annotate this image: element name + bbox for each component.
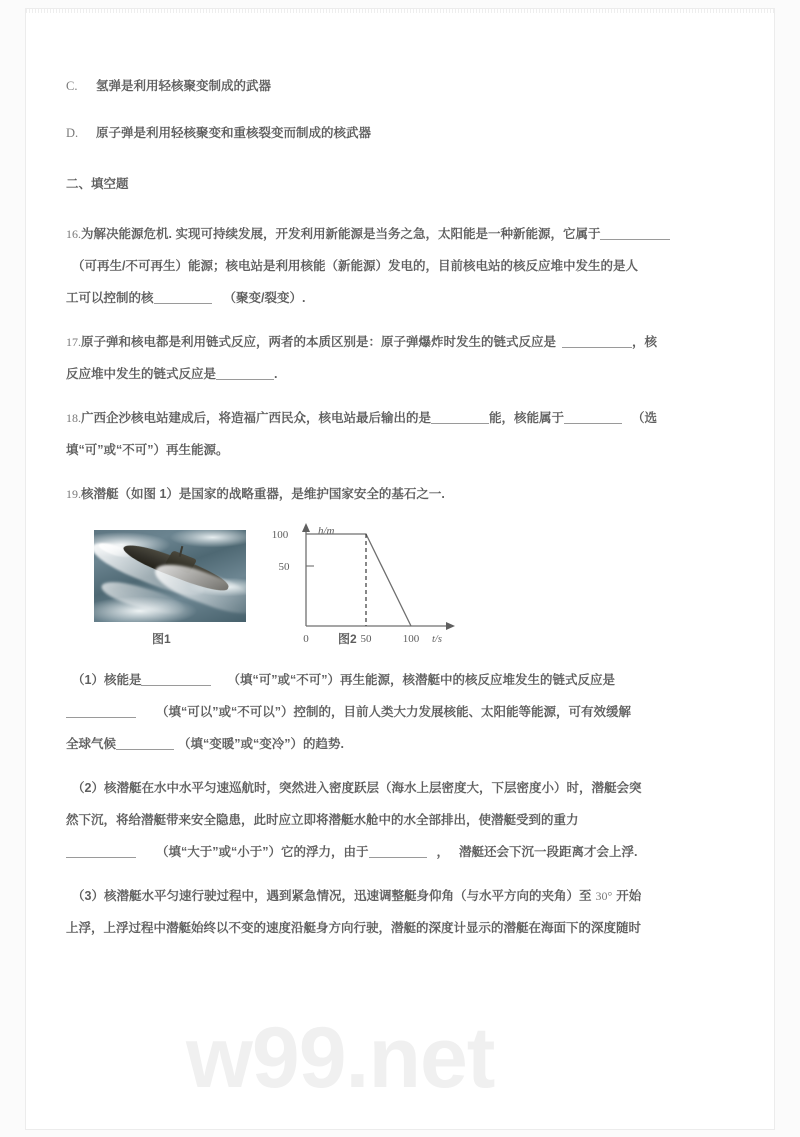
choice-d-text: 原子弹是利用轻核聚变和重核裂变而制成的核武器 [96,126,372,140]
question-17-blank-1[interactable] [562,347,632,348]
question-18-text-1: 广西企沙核电站建成后，将造福广西民众，核电站最后输出的是 [81,411,432,425]
section-heading: 二、填空题 [66,177,129,191]
y-axis-arrow [302,523,310,532]
question-19-text-1: 核潜艇（如图 1）是国家的战略重器，是维护国家安全的基石之一. [81,487,445,501]
question-17-text-2: ，核 [632,335,658,349]
choice-d-letter: D. [66,126,79,140]
question-17-line-2 [66,358,738,390]
question-18-line-1 [66,402,738,434]
subquestion-1-label: （1） [72,673,104,687]
choice-c-letter: C. [66,79,78,93]
subquestion-2-line-1 [72,772,738,804]
subquestion-2-text-4: ， [436,845,450,859]
subquestion-1-blank-2[interactable] [66,717,136,718]
choice-c [66,71,738,102]
question-18-line-2 [66,434,738,466]
submarine-photo [94,530,246,622]
subquestion-3-text-1: 核潜艇水平匀速行驶过程中，遇到紧急情况，迅速调整艇身仰角（与水平方向的夹角）至 [103,889,592,903]
subquestion-2-text-2: 然下沉，将给潜艇带来安全隐患，此时应立即将潜艇水舱中的水全部排出，使潜艇受到的重力 [66,813,579,827]
subquestion-2-text-5: 潜艇还会下沉一段距离才会上浮. [459,845,638,859]
x-tick-label-100: 100 [402,633,420,643]
subquestion-3-text-2: 开始 [616,889,642,903]
subquestion-2-label: （2） [72,781,104,795]
question-18 [66,402,738,466]
question-17-text-1: 原子弹和核电都是利用链式反应，两者的本质区别是：原子弹爆炸时发生的链式反应是 [81,335,557,349]
choice-d [66,118,738,149]
figure-row [66,518,738,658]
document-content [66,9,738,944]
subquestion-1 [66,664,738,760]
question-16 [66,218,738,314]
question-18-number: 18. [66,411,81,425]
question-19-number: 19. [66,487,81,501]
question-16-blank-2[interactable] [154,303,212,304]
subquestion-1-text-1: 核能是 [103,673,142,687]
subquestion-3-angle: 30° [595,889,613,903]
question-18-text-4: 填“可”或“不可”）再生能源。 [66,443,229,457]
question-18-blank-1[interactable] [431,423,489,424]
subquestion-2-line-2 [66,804,738,836]
question-19-line-1 [66,478,738,510]
question-16-blank-1[interactable] [600,239,670,240]
subquestion-2-blank-1[interactable] [66,857,136,858]
x-tick-label-0: 0 [303,633,309,643]
figure-2-caption: 图2 [338,632,357,646]
question-17-blank-2[interactable] [216,379,274,380]
depth-time-graph-svg [266,518,466,643]
x-axis-arrow [446,622,455,630]
question-19 [66,478,738,944]
question-16-number: 16. [66,227,81,241]
question-16-text-1: 为解决能源危机. 实现可持续发展，开发利用新能源是当务之急，太阳能是一种新能源，它属于 [81,227,601,241]
subquestion-3-line-1 [72,880,738,912]
subquestion-2-line-3 [66,836,738,868]
question-16-text-4: （聚变/裂变）. [223,291,306,305]
subquestion-1-blank-3[interactable] [116,749,174,750]
subquestion-2 [66,772,738,868]
question-17-line-1 [66,326,738,358]
subquestion-1-line-1 [72,664,738,696]
choice-c-text: 氢弹是利用轻核聚变制成的武器 [96,79,272,93]
depth-curve [306,534,411,626]
question-16-text-2: （可再生/不可再生）能源；核电站是利用核能（新能源）发电的，目前核电站的核反应堆中发生的是人 [72,259,638,273]
subquestion-1-line-3 [66,728,738,760]
subquestion-1-blank-1[interactable] [141,685,211,686]
y-tick-label-50: 50 [278,561,290,573]
subquestion-2-blank-2[interactable] [369,857,427,858]
subquestion-3 [66,880,738,944]
question-17-text-4: . [274,367,278,381]
question-17 [66,326,738,390]
subquestion-1-text-5: （填“变暖”或“变冷”）的趋势. [178,737,344,751]
depth-time-graph [266,518,466,643]
question-16-text-3: 工可以控制的核 [66,291,154,305]
question-18-text-2: 能，核能属于 [489,411,565,425]
subquestion-3-text-3: 上浮，上浮过程中潜艇始终以不变的速度沿艇身方向行驶，潜艇的深度计显示的潜艇在海面下的深度随时 [66,921,642,935]
question-16-line-2 [72,250,738,282]
question-17-text-3: 反应堆中发生的链式反应是 [66,367,217,381]
question-18-text-3: （选 [632,411,658,425]
subquestion-2-text-3: （填“大于”或“小于”）它的浮力，由于 [156,845,369,859]
figure-1-caption: 图1 [152,632,171,646]
question-16-line-3 [66,282,738,314]
y-tick-label-100: 100 [271,529,289,541]
question-18-blank-2[interactable] [564,423,622,424]
y-axis-label: h/m [318,525,335,537]
x-tick-label-50: 50 [360,633,372,643]
subquestion-1-text-3: （填“可以”或“不可以”）控制的，目前人类大力发展核能、太阳能等能源，可有效缓解 [156,705,632,719]
question-17-number: 17. [66,335,81,349]
subquestion-2-text-1: 核潜艇在水中水平匀速巡航时，突然进入密度跃层（海水上层密度大，下层密度小）时，潜艇会突 [103,781,642,795]
subquestion-1-text-4: 全球气候 [66,737,117,751]
subquestion-1-text-2: （填“可”或“不可”）再生能源，核潜艇中的核反应堆发生的链式反应是 [227,673,615,687]
subquestion-1-line-2 [66,696,738,728]
x-axis-label: t/s [432,634,442,643]
question-16-line-1 [66,218,738,250]
subquestion-3-line-2 [66,912,738,944]
watermark: w99.net [186,1010,495,1106]
subquestion-3-label: （3） [72,889,104,903]
document-page [25,8,775,1130]
